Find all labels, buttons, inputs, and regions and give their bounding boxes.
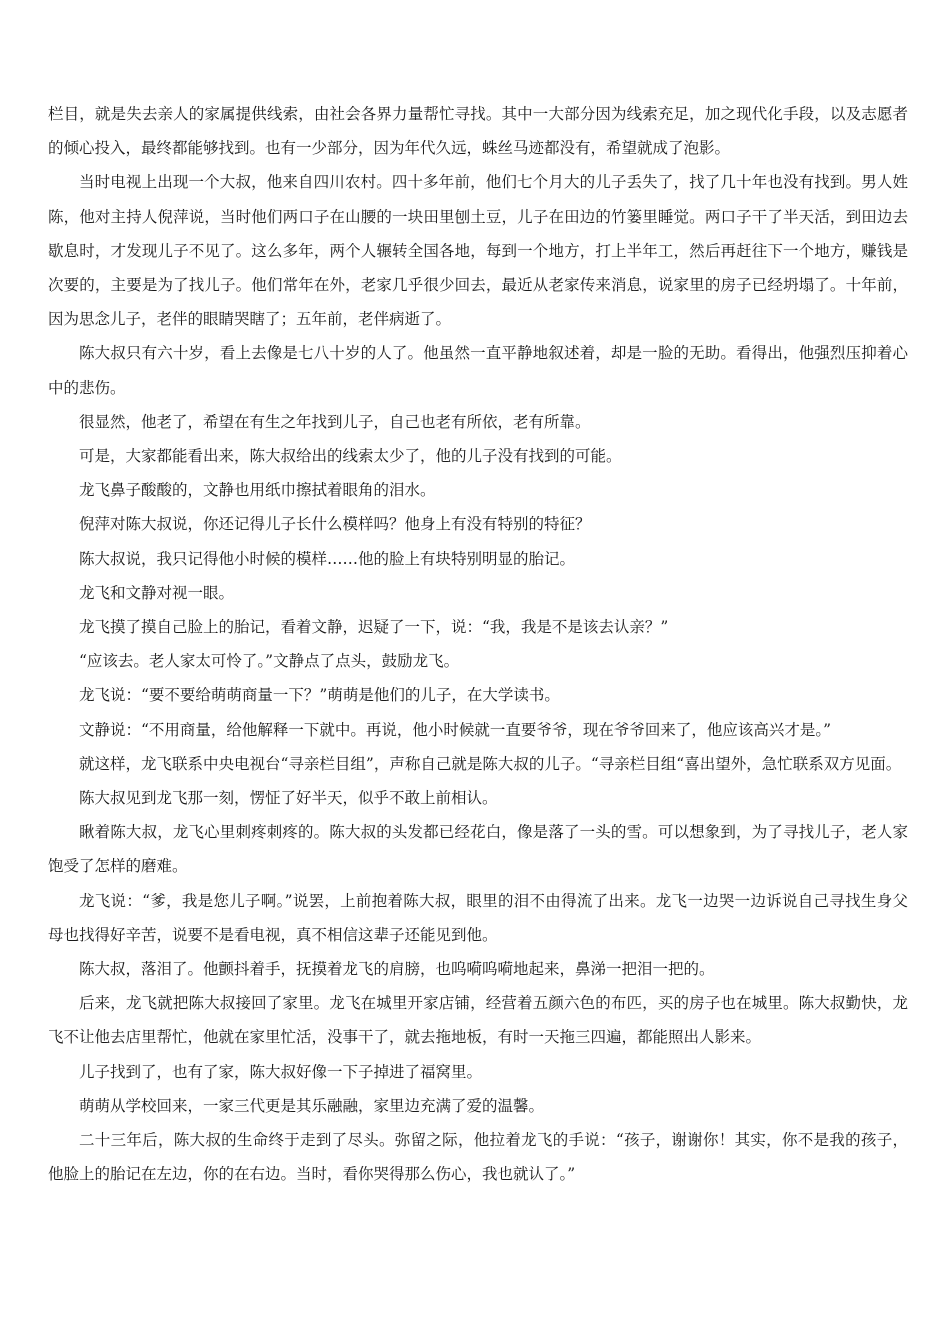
paragraph: 瞅着陈大叔，龙飞心里刺疼刺疼的。陈大叔的头发都已经花白，像是落了一头的雪。可以想象到，为了寻找儿子，老人家饱受了怎样的磨难。 bbox=[48, 823, 908, 876]
paragraph: 可是，大家都能看出来，陈大叔给出的线索太少了，他的儿子没有找到的可能。 bbox=[79, 447, 622, 466]
paragraph: 陈大叔只有六十岁，看上去像是七八十岁的人了。他虽然一直平静地叙述着，却是一脸的无助。看得出，他强烈压抑着心中的悲伤。 bbox=[48, 344, 908, 397]
paragraph: 二十三年后，陈大叔的生命终于走到了尽头。弥留之际，他拉着龙飞的手说：“孩子，谢谢你！其实，你不是我的孩子，他脸上的胎记在左边，你的在右边。当时，看你哭得那么伤心，我也就认了。” bbox=[48, 1131, 908, 1184]
paragraph: 儿子找到了，也有了家，陈大叔好像一下子掉进了福窝里。 bbox=[79, 1062, 483, 1081]
paragraph: 陈大叔，落泪了。他颤抖着手，抚摸着龙飞的肩膀，也呜嗬呜嗬地起来，鼻涕一把泪一把的。 bbox=[79, 960, 715, 979]
paragraph: 陈大叔见到龙飞那一刻，愣怔了好半天，似乎不敢上前相认。 bbox=[79, 789, 498, 808]
paragraph: 龙飞鼻子酸酸的，文静也用纸巾擦拭着眼角的泪水。 bbox=[79, 481, 436, 500]
document-body bbox=[48, 97, 908, 1192]
paragraph: 后来，龙飞就把陈大叔接回了家里。龙飞在城里开家店铺，经营着五颜六色的布匹，买的房子也在城里。陈大叔勤快，龙飞不让他去店里帮忙，他就在家里忙活，没事干了，就去拖地板，有时一天拖三四遍，都能照出人影来。 bbox=[48, 994, 908, 1047]
paragraph: 龙飞说：“爹，我是您儿子啊。”说罢，上前抱着陈大叔，眼里的泪不由得流了出来。龙飞一边哭一边诉说自己寻找生身父母也找得好辛苦，说要不是看电视，真不相信这辈子还能见到他。 bbox=[48, 891, 908, 944]
paragraph: 就这样，龙飞联系中央电视台“寻亲栏目组”，声称自己就是陈大叔的儿子。“寻亲栏目组“喜出望外，急忙联系双方见面。 bbox=[79, 754, 902, 773]
paragraph: 倪萍对陈大叔说，你还记得儿子长什么模样吗？他身上有没有特别的特征？ bbox=[79, 515, 591, 534]
paragraph: 萌萌从学校回来，一家三代更是其乐融融，家里边充满了爱的温馨。 bbox=[79, 1096, 545, 1115]
paragraph: 陈大叔说，我只记得他小时候的模样……他的脸上有块特别明显的胎记。 bbox=[79, 549, 576, 568]
paragraph: 文静说：“不用商量，给他解释一下就中。再说，他小时候就一直要爷爷，现在爷爷回来了，他应该高兴才是。” bbox=[79, 720, 832, 739]
paragraph: 龙飞说：“要不要给萌萌商量一下？”萌萌是他们的儿子，在大学读书。 bbox=[79, 686, 560, 705]
paragraph: 龙飞摸了摸自己脸上的胎记，看着文静，迟疑了一下，说：“我，我是不是该去认亲？” bbox=[79, 618, 669, 637]
paragraph: 龙飞和文静对视一眼。 bbox=[79, 583, 235, 602]
paragraph: “应该去。老人家太可怜了。”文静点了点头，鼓励龙飞。 bbox=[79, 652, 460, 671]
paragraph: 当时电视上出现一个大叔，他来自四川农村。四十多年前，他们七个月大的儿子丢失了，找了几十年也没有找到。男人姓陈，他对主持人倪萍说，当时他们两口子在山腰的一块田里刨土豆，儿子在田边的竹篓里睡觉。两口子干了半天活，到田边去歇息时，才发现儿子不见了。这么多年，两个人辗转全国各地，每到一个地方，打上半年工，然后再赶往下一个地方，赚钱是次要的，主要是为了找儿子。他们常年在外，老家几乎很少回去，最近从老家传来消息，说家里的房子已经坍塌了。十年前，因为思念儿子，老伴的眼睛哭瞎了；五年前，老伴病逝了。 bbox=[48, 173, 908, 329]
paragraph: 很显然，他老了，希望在有生之年找到儿子，自己也老有所依，老有所靠。 bbox=[79, 412, 591, 431]
paragraph: 栏目，就是失去亲人的家属提供线索，由社会各界力量帮忙寻找。其中一大部分因为线索充足，加之现代化手段，以及志愿者的倾心投入，最终都能够找到。也有一少部分，因为年代久远，蛛丝马迹都没有，希望就成了泡影。 bbox=[48, 105, 908, 158]
